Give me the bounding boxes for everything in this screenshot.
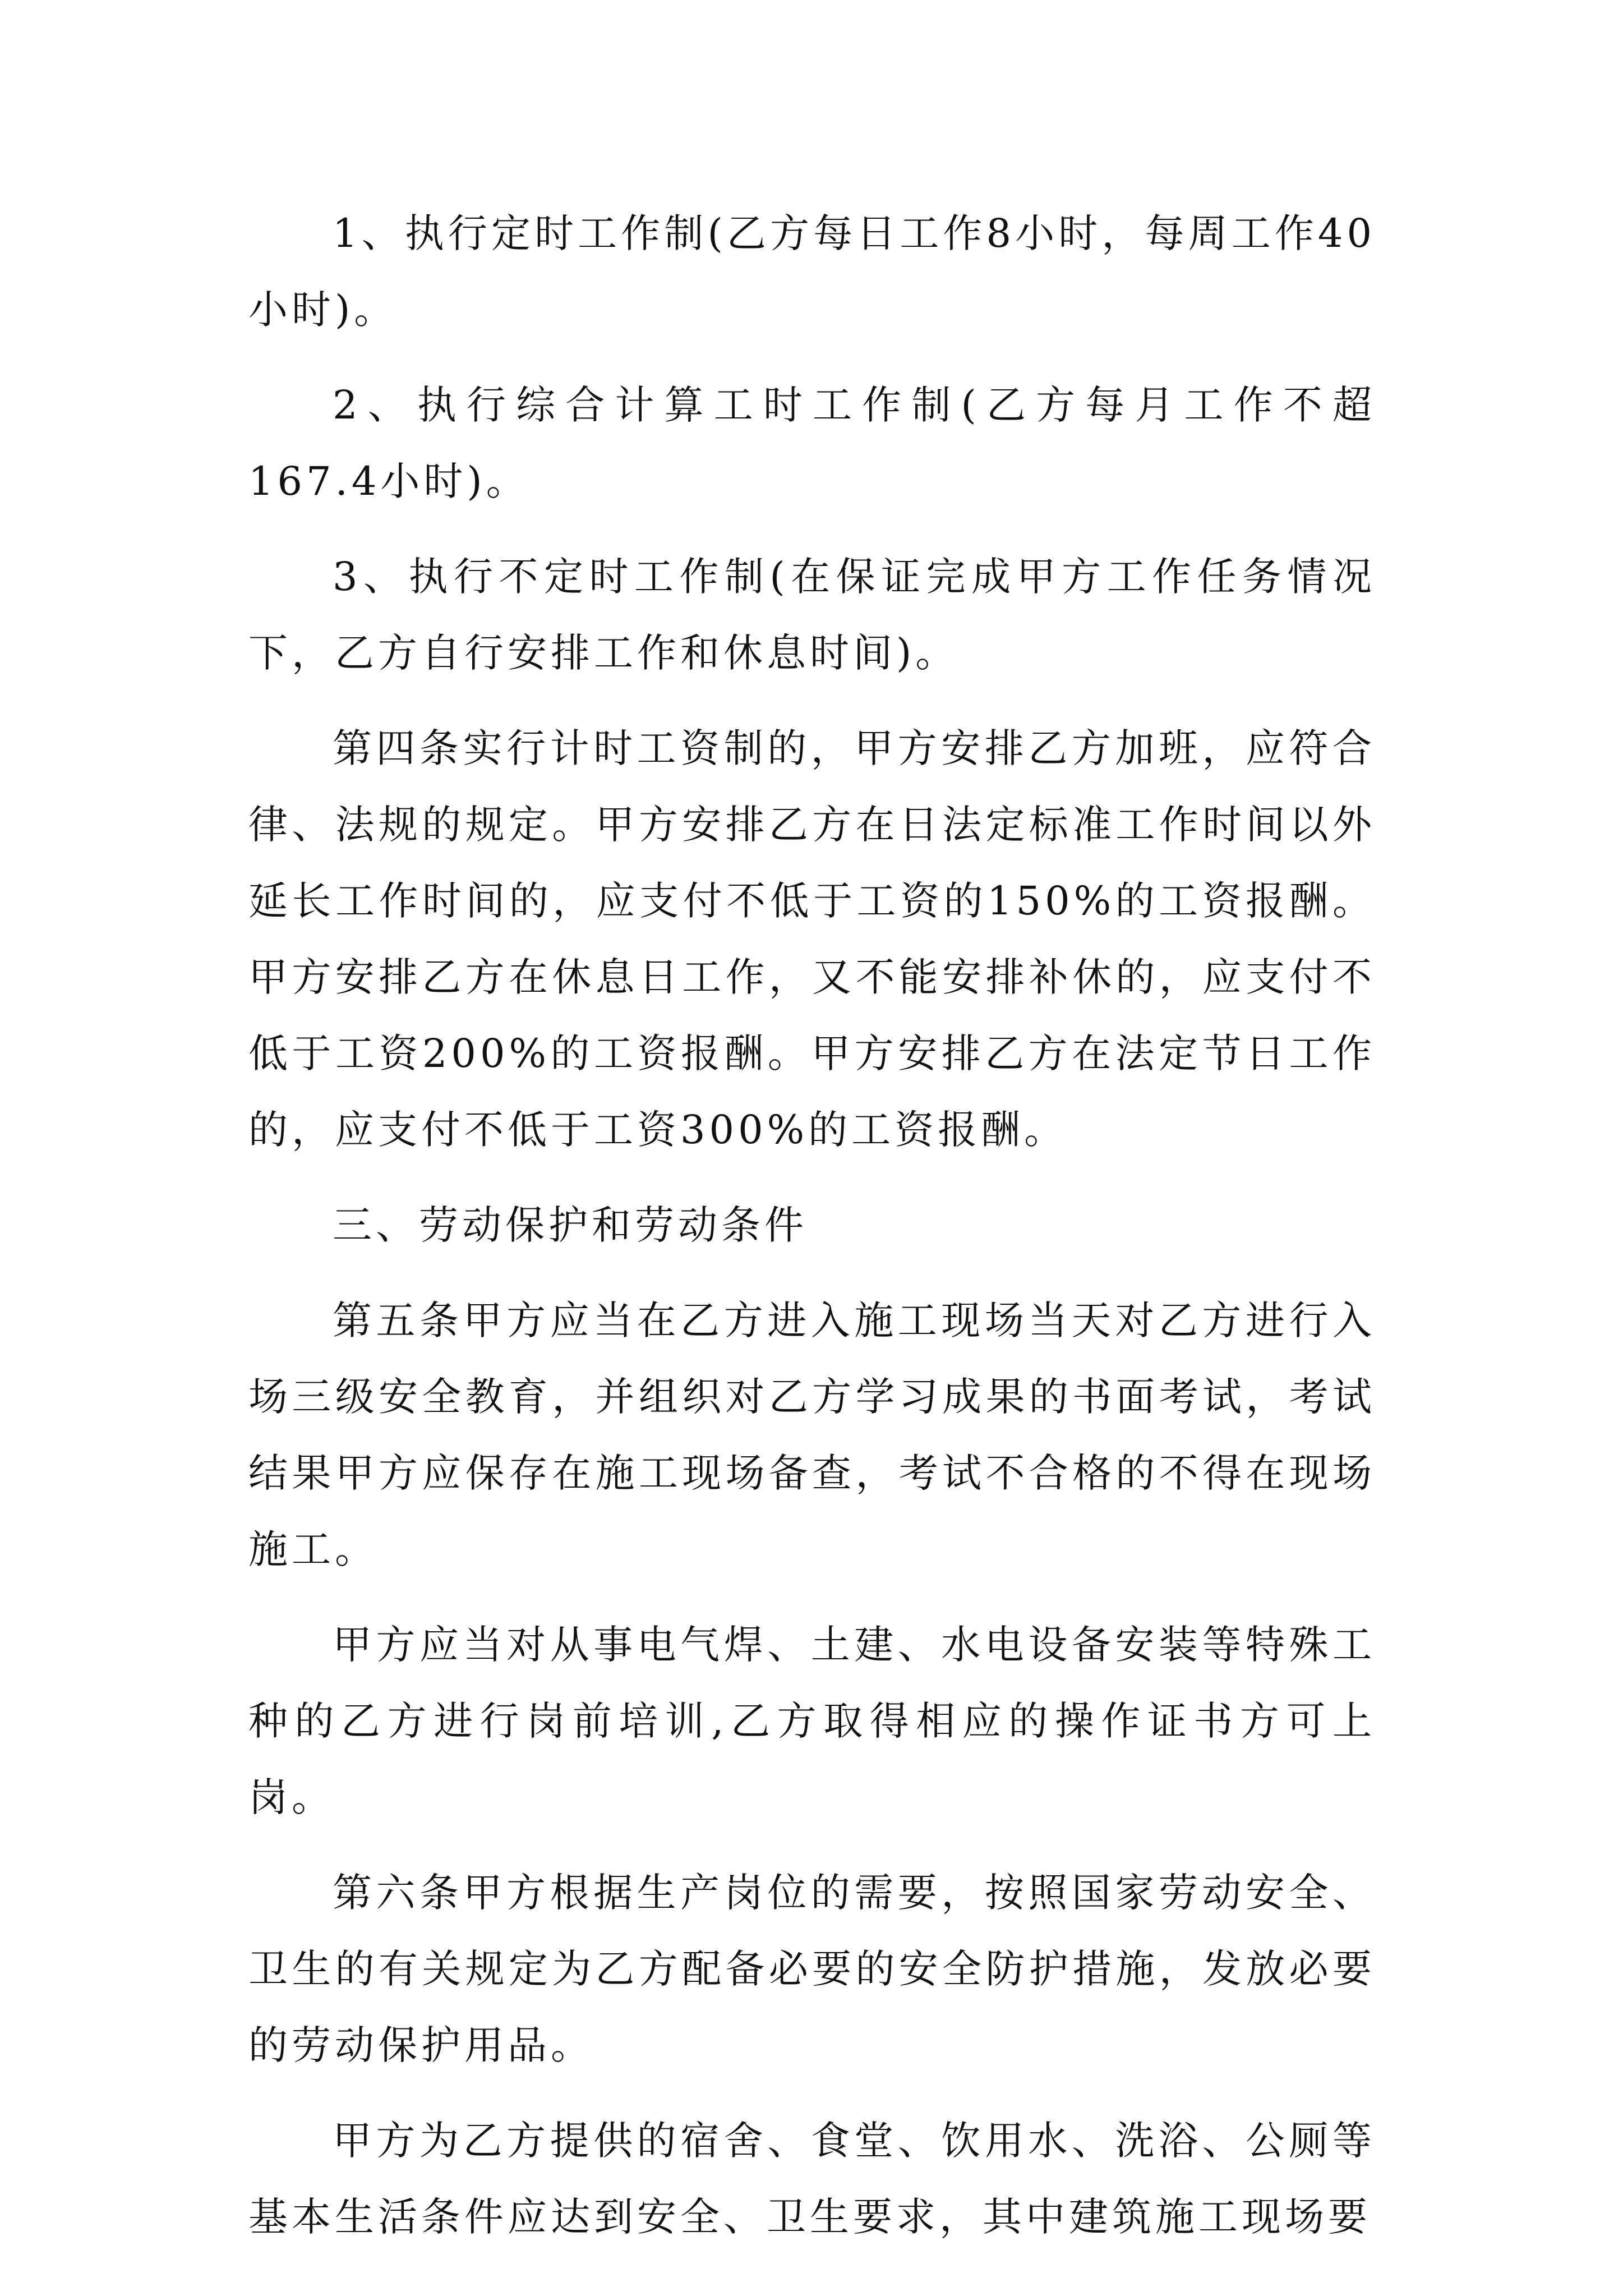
- paragraph-working-hours-flexible: 3、执行不定时工作制(在保证完成甲方工作任务情况下，乙方自行安排工作和休息时间)。: [248, 554, 1376, 676]
- paragraph-living-conditions: 甲方为乙方提供的宿舍、食堂、饮用水、洗浴、公厕等基本生活条件应达到安全、卫生要求，其中建筑施工现场要: [248, 2118, 1376, 2240]
- paragraph-article-5: 第五条甲方应当在乙方进入施工现场当天对乙方进行入场三级安全教育，并组织对乙方学习成果的书面考试，考试结果甲方应保存在施工现场备查，考试不合格的不得在现场施工。: [248, 1297, 1376, 1572]
- section-heading-labor-protection: 三、劳动保护和劳动条件: [333, 1202, 808, 1248]
- paragraph-article-4: 第四条实行计时工资制的，甲方安排乙方加班，应符合律、法规的规定。甲方安排乙方在日法定标准工作时间以外延长工作时间的，应支付不低于工资的150%的工资报酬。甲方安排乙方在休息日工作，又不能安排补休的，应支付不低于工资200%的工资报酬。甲方安排乙方在法定节日工作的，应支付不低于工资300%的工资报酬。: [248, 725, 1376, 1153]
- paragraph-special-training: 甲方应当对从事电气焊、土建、水电设备安装等特殊工种的乙方进行岗前培训,乙方取得相应的操作证书方可上岗。: [248, 1622, 1376, 1820]
- paragraph-working-hours-fixed: 1、执行定时工作制(乙方每日工作8小时，每周工作40小时)。: [248, 210, 1376, 333]
- paragraph-working-hours-comprehensive: 2、执行综合计算工时工作制(乙方每月工作不超167.4小时)。: [248, 382, 1376, 504]
- document-body: [248, 195, 1376, 2274]
- paragraph-article-6: 第六条甲方根据生产岗位的需要，按照国家劳动安全、卫生的有关规定为乙方配备必要的安全防护措施，发放必要的劳动保护用品。: [248, 1870, 1376, 2068]
